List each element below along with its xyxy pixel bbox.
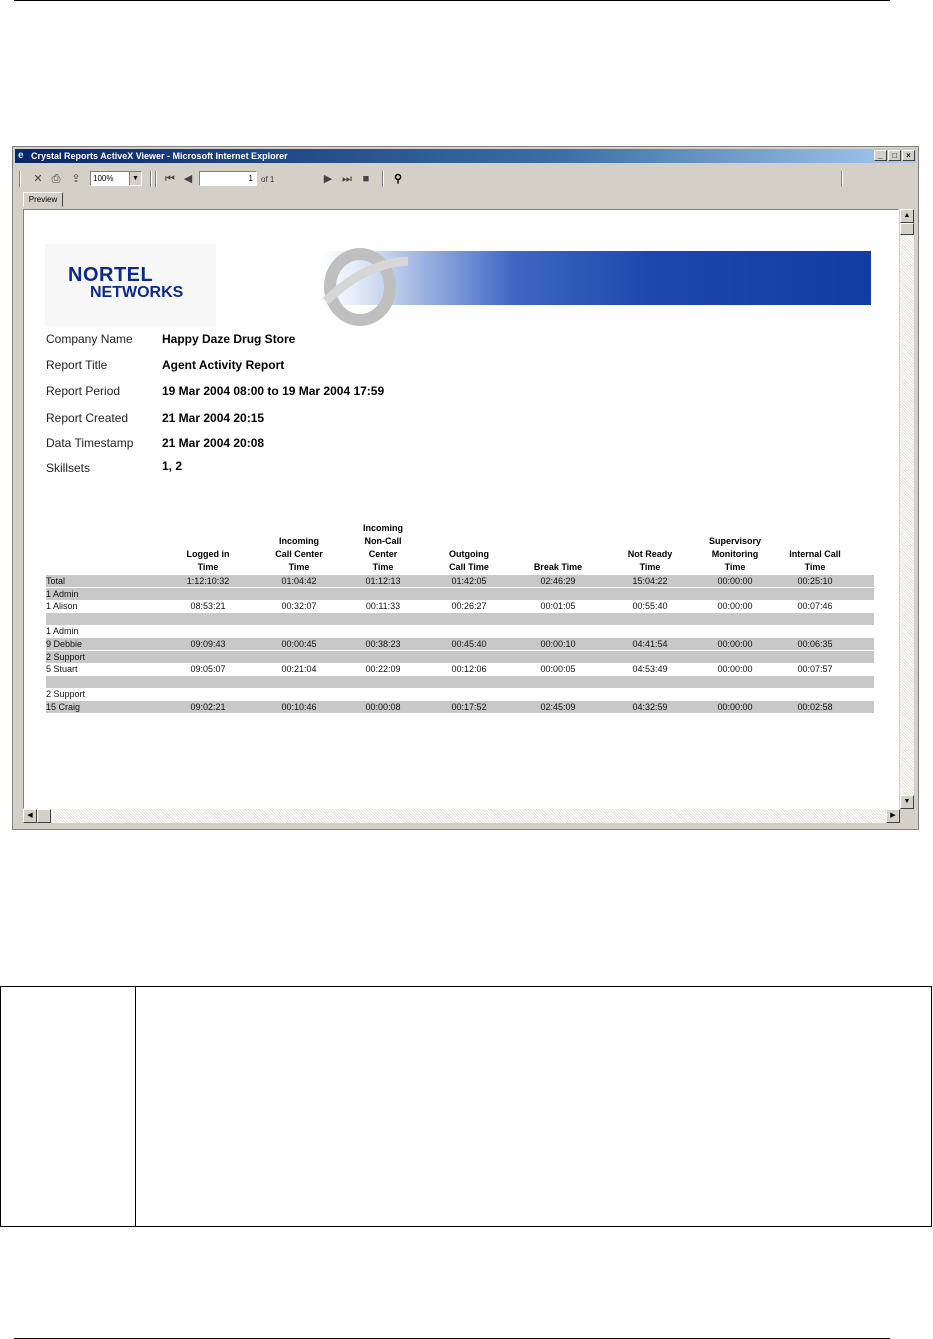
page-top-rule <box>14 0 890 1</box>
table-row <box>46 688 874 700</box>
table-cell: 00:55:40 <box>632 601 668 612</box>
table-cell: 00:22:09 <box>365 664 401 675</box>
note-table-divider <box>135 986 136 1227</box>
table-cell: 00:06:35 <box>797 639 833 649</box>
column-header <box>518 561 598 574</box>
column-header-line: Time <box>804 562 826 572</box>
info-label-period: Report Period <box>46 384 121 398</box>
previous-page-icon[interactable]: ◀ <box>183 173 193 185</box>
table-cell: 02:45:09 <box>540 702 576 712</box>
row-label: Total <box>46 576 66 586</box>
column-header-line: Break Time <box>533 562 583 572</box>
table-cell: 00:38:23 <box>365 639 401 649</box>
table-cell: 00:02:58 <box>797 702 833 712</box>
next-page-icon[interactable]: ▶ <box>323 173 333 185</box>
table-cell: 00:17:52 <box>451 702 487 712</box>
row-label: 1 Alison <box>46 601 78 612</box>
globe-emblem-icon <box>320 243 410 328</box>
scroll-up-icon[interactable]: ▲ <box>900 209 914 223</box>
info-label-title: Report Title <box>46 358 108 372</box>
nortel-logo <box>68 266 183 302</box>
table-row <box>46 588 874 600</box>
column-header <box>695 535 775 574</box>
table-row <box>46 651 874 663</box>
column-header-line: Outgoing <box>449 549 489 559</box>
scroll-left-icon[interactable]: ◀ <box>23 809 37 823</box>
table-row <box>46 625 874 637</box>
column-header <box>429 548 509 574</box>
info-value-created: 21 Mar 2004 20:15 <box>162 411 265 425</box>
zoom-select[interactable] <box>90 171 142 186</box>
column-header-line: Time <box>724 562 746 572</box>
column-header <box>775 548 855 574</box>
scroll-right-icon[interactable]: ▶ <box>886 809 900 823</box>
table-cell: 01:12:13 <box>365 576 401 586</box>
ie-logo-icon: e <box>18 150 24 161</box>
ie-window <box>12 146 919 830</box>
column-header <box>259 535 339 574</box>
column-header <box>610 548 690 574</box>
window-title: Crystal Reports ActiveX Viewer - Microsoft Internet Explorer <box>31 151 288 161</box>
toolbar-separator <box>841 171 843 187</box>
column-header-line: Time <box>372 562 394 572</box>
table-cell: 00:00:00 <box>717 664 753 675</box>
table-cell: 00:00:00 <box>717 601 753 612</box>
row-label: 5 Stuart <box>46 664 78 675</box>
info-label-company: Company Name <box>46 332 133 346</box>
zoom-value: 100% <box>93 174 114 183</box>
toolbar-separator <box>382 171 384 187</box>
info-value-period: 19 Mar 2004 08:00 to 19 Mar 2004 17:59 <box>162 384 385 398</box>
table-cell: 02:46:29 <box>540 576 576 586</box>
table-cell: 00:00:08 <box>365 702 401 712</box>
table-cell: 1:12:10:32 <box>186 576 230 586</box>
vertical-scrollbar[interactable] <box>900 209 914 809</box>
column-header-line: Time <box>288 562 310 572</box>
column-header-line: Call Center <box>275 549 323 559</box>
row-label: 15 Craig <box>46 702 81 712</box>
stop-icon[interactable]: ■ <box>362 173 370 185</box>
table-cell: 00:12:06 <box>451 664 487 675</box>
table-cell: 09:09:43 <box>190 639 226 649</box>
first-page-icon[interactable]: ⏮ <box>165 173 175 185</box>
column-header-line: Supervisory <box>708 536 762 546</box>
table-cell: 01:04:42 <box>281 576 317 586</box>
info-label-timestamp: Data Timestamp <box>46 436 134 450</box>
table-row <box>46 638 874 650</box>
table-row <box>46 701 874 713</box>
column-header <box>168 548 248 574</box>
toolbar-separator <box>155 171 157 187</box>
table-cell: 00:00:00 <box>717 702 753 712</box>
column-header-line: Incoming <box>279 536 319 546</box>
page-number-input[interactable]: 1 <box>199 171 257 186</box>
title-bar[interactable] <box>15 149 916 163</box>
table-cell: 00:07:57 <box>797 664 833 675</box>
info-label-created: Report Created <box>46 411 129 425</box>
column-header-line: Monitoring <box>711 549 759 559</box>
table-cell: 15:04:22 <box>632 576 668 586</box>
table-cell: 00:11:33 <box>365 601 401 612</box>
toolbar-separator <box>150 171 152 187</box>
horizontal-scroll-thumb[interactable] <box>37 809 51 823</box>
row-label: 2 Support <box>46 651 86 662</box>
page-count-label: of 1 <box>261 175 275 184</box>
page-corner-mark <box>14 0 32 1</box>
table-cell: 00:32:07 <box>281 601 317 612</box>
column-header <box>343 522 423 574</box>
table-cell: 00:00:45 <box>281 639 317 649</box>
table-row <box>46 676 874 688</box>
close-view-icon[interactable]: ✕ <box>33 173 43 185</box>
table-row <box>46 663 874 675</box>
row-label: 1 Admin <box>46 588 79 599</box>
table-cell: 09:05:07 <box>190 664 226 675</box>
minimize-button[interactable]: _ <box>874 150 887 161</box>
table-row <box>46 575 874 587</box>
table-cell: 04:53:49 <box>632 664 668 675</box>
column-header-line: Non-Call <box>364 536 402 546</box>
table-cell: 00:45:40 <box>451 639 487 649</box>
scroll-down-icon[interactable]: ▼ <box>900 795 914 809</box>
chevron-down-icon[interactable]: ▼ <box>129 172 141 185</box>
binoculars-search-icon[interactable]: ⚲ <box>393 173 403 185</box>
table-cell: 00:25:10 <box>797 576 833 586</box>
column-header-line: Internal Call <box>789 549 841 559</box>
horizontal-scrollbar[interactable] <box>23 809 900 823</box>
maximize-button[interactable]: □ <box>888 150 901 161</box>
info-value-company: Happy Daze Drug Store <box>162 332 296 346</box>
viewer-toolbar <box>17 167 914 191</box>
logo-line-2: NETWORKS <box>90 284 184 301</box>
row-label: 9 Debbie <box>46 639 83 649</box>
table-cell: 01:42:05 <box>451 576 487 586</box>
close-button[interactable]: × <box>902 150 915 161</box>
column-header-line: Time <box>639 562 661 572</box>
column-header-line: Call Time <box>449 562 489 572</box>
print-icon[interactable]: ⎙ <box>51 173 61 185</box>
table-cell: 00:00:00 <box>717 639 753 649</box>
info-value-timestamp: 21 Mar 2004 20:08 <box>162 436 265 450</box>
info-value-skillsets: 1, 2 <box>162 459 183 473</box>
report-viewport <box>23 209 899 809</box>
tab-preview[interactable]: Preview <box>23 192 63 207</box>
export-icon[interactable]: ⇪ <box>71 173 81 185</box>
toolbar-separator <box>19 171 21 187</box>
column-header-line: Time <box>197 562 219 572</box>
info-value-title: Agent Activity Report <box>162 358 285 372</box>
column-header-line: Incoming <box>363 523 403 533</box>
column-header-line: Logged in <box>186 549 230 559</box>
table-cell: 04:32:59 <box>632 702 668 712</box>
table-cell: 00:21:04 <box>281 664 317 675</box>
table-cell: 00:10:46 <box>281 702 317 712</box>
info-label-skillsets: Skillsets <box>46 461 91 475</box>
table-cell: 00:00:10 <box>540 639 576 649</box>
logo-line-1: NORTEL <box>68 264 154 286</box>
table-cell: 00:01:05 <box>540 601 576 612</box>
vertical-scroll-thumb[interactable] <box>900 223 914 235</box>
column-header-line: Not Ready <box>627 549 673 559</box>
row-label: 2 Support <box>46 689 86 700</box>
table-cell: 00:26:27 <box>451 601 487 612</box>
table-cell: 00:07:46 <box>797 601 833 612</box>
row-label: 1 Admin <box>46 626 79 637</box>
last-page-icon[interactable]: ⏭ <box>342 173 352 185</box>
table-row <box>46 600 874 612</box>
table-row <box>46 613 874 625</box>
table-cell: 04:41:54 <box>632 639 668 649</box>
column-header-line: Center <box>368 549 398 559</box>
table-cell: 08:53:21 <box>190 601 226 612</box>
table-cell: 09:02:21 <box>190 702 226 712</box>
table-cell: 00:00:05 <box>540 664 576 675</box>
document-note-table <box>0 986 932 1227</box>
table-cell: 00:00:00 <box>717 576 753 586</box>
